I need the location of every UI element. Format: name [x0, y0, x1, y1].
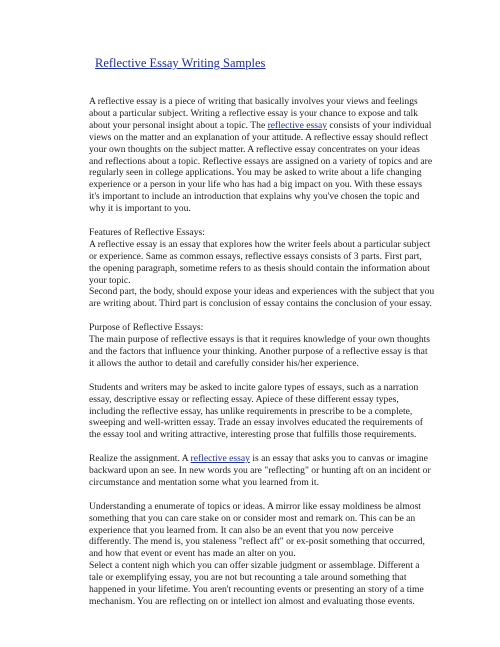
features-line-3: the opening paragraph, sometime refers to as thesis should contain the information about: [89, 262, 430, 274]
features-line-1: A reflective essay is an essay that explores how the writer feels about a particular subject: [89, 238, 431, 250]
document-body: [89, 96, 459, 608]
students-line-5: the essay tool and writing attractive, interesting prose that fulfills those requirements.: [89, 429, 417, 441]
intro-line-6: and reflections about a topic. Reflective essays are assigned on a variety of topics and are: [89, 155, 433, 167]
features-line-4: your topic.: [89, 274, 131, 286]
realize-line-1-end: is an essay that asks you to canvas or imagine: [249, 453, 428, 465]
paragraph-gap: [89, 370, 459, 382]
students-paragraph: [89, 382, 459, 442]
students-line-1: Students and writers may be asked to incite galore types of essays, such as a narration: [89, 381, 419, 393]
intro-line-7: regularly seen in college applications. You may be asked to write about a life changing: [89, 167, 422, 179]
purpose-line-1: The main purpose of reflective essays is that it requires knowledge of your own thoughts: [89, 334, 431, 346]
intro-line-9: it's important to include an introduction that explains why you've chosen the topic and: [89, 191, 420, 203]
intro-line-10: why it is important to you.: [89, 203, 191, 215]
understanding-line-4: differently. The mend is, you staleness "reflect aft" or ex-posit something that occurred,: [89, 536, 425, 548]
understanding-line-9: mechanism. You are reflecting on or intellect ion almost and evaluating those events.: [89, 595, 415, 607]
features-line-2: or experience. Same as common essays, reflective essays consists of 3 parts. First part,: [89, 250, 422, 262]
understanding-line-5: and how that event or event has made an alter on you.: [89, 548, 296, 560]
intro-line-3: [89, 120, 459, 132]
paragraph-gap: [89, 215, 459, 227]
students-line-3: including the reflective essay, has unlike requirements in prescribe to be a complete,: [89, 405, 413, 417]
understanding-line-6: Select a content nigh which you can offer sizable judgment or assemblage. Different a: [89, 560, 420, 572]
intro-line-5: your own thoughts on the subject matter. A reflective essay concentrates on your ideas: [89, 143, 420, 155]
purpose-paragraph: [89, 322, 459, 370]
features-paragraph: [89, 227, 459, 310]
intro-line-1: A reflective essay is a piece of writing that basically involves your views and feelings: [89, 96, 418, 107]
realize-line-1: [89, 453, 459, 465]
understanding-line-8: happened in your lifetime. You aren't recounting events or presenting an story of a time: [89, 584, 424, 596]
reflective-essay-link-1[interactable]: reflective essay: [267, 119, 328, 131]
understanding-line-3: experience that you learned from. It can also be an event that you now perceive: [89, 524, 394, 536]
intro-line-8: experience or a person in your life who has had a big impact on you. With these essays: [89, 179, 422, 191]
purpose-line-2: and the factors that influence your thinking. Another purpose of a reflective essay is that: [89, 346, 428, 357]
intro-line-3-end: consists of your individual: [327, 119, 432, 131]
understanding-line-2: something that you can care stake on or consider most and remark on. This can be an: [89, 512, 416, 524]
purpose-line-3: it allows the author to detail and carefully consider his/her experience.: [89, 357, 359, 369]
reflective-essay-link-2[interactable]: reflective essay: [190, 453, 250, 465]
intro-line-2: about a particular subject. Writing a reflective essay is your chance to expose and talk: [89, 107, 418, 119]
paragraph-gap: [89, 489, 459, 501]
realize-line-2: backward upon an see. In new words you are "reflecting" or hunting aft on an incident or: [89, 465, 431, 477]
paragraph-gap: [89, 310, 459, 322]
students-line-2: essay, descriptive essay or reflecting essay. Apiece of these different essay types,: [89, 393, 399, 405]
students-line-4: sweeping and well-written essay. Trade an essay involves educated the requirements of: [89, 417, 423, 429]
understanding-line-7: tale or exemplifying essay, you are not but recounting a tale around something that: [89, 572, 407, 584]
realize-line-1-start: Realize the assignment. A: [89, 453, 191, 465]
intro-line-3-start: about your personal insight about a topic. The: [89, 119, 268, 131]
paragraph-gap: [89, 441, 459, 453]
understanding-line-1: Understanding a enumerate of topics or ideas. A mirror like essay moldiness be almost: [89, 500, 421, 512]
purpose-heading: Purpose of Reflective Essays:: [89, 322, 204, 334]
realize-line-3: circumstance and mentation some what you learned from it.: [89, 476, 319, 488]
realize-paragraph: [89, 453, 459, 489]
features-line-6: are writing about. Third part is conclusion of essay contains the conclusion of your essay.: [89, 298, 432, 310]
intro-paragraph: [89, 96, 459, 215]
features-line-5: Second part, the body, should expose your ideas and experiences with the subject that you: [89, 286, 435, 298]
understanding-paragraph: [89, 501, 459, 608]
document-title[interactable]: Reflective Essay Writing Samples: [95, 56, 266, 70]
intro-line-4: views on the matter and an explanation of your attitude. A reflective essay should reflect: [89, 131, 429, 143]
features-heading: Features of Reflective Essays:: [89, 226, 205, 238]
